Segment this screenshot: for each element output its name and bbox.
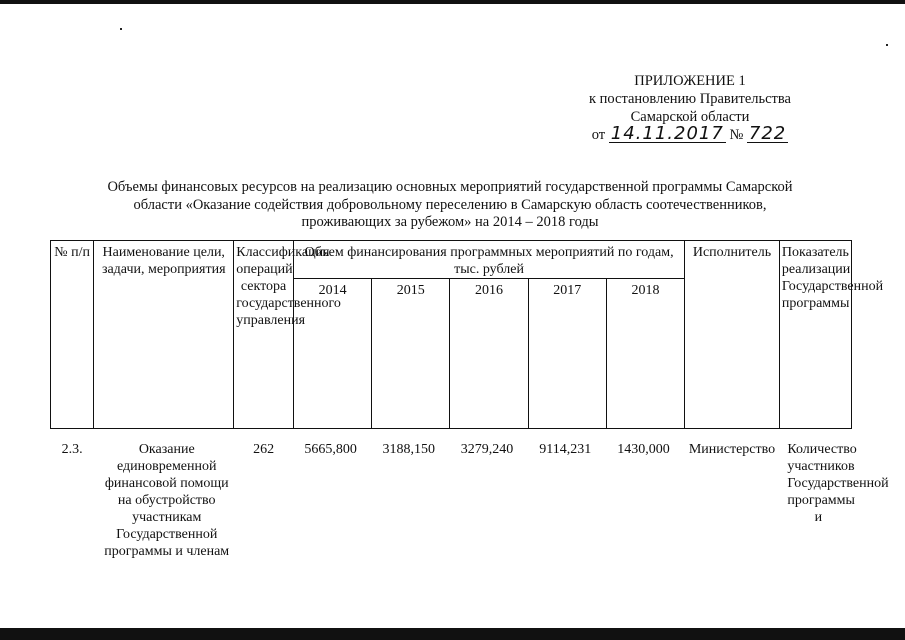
appendix-title: ПРИЛОЖЕНИЕ 1 — [634, 73, 746, 89]
header-name: Наименование цели, задачи, мероприятия — [94, 241, 234, 429]
row-value-2015: 3188,150 — [382, 442, 436, 457]
row-value-2017: 9114,231 — [539, 442, 592, 457]
header-year: 2014 — [293, 279, 371, 429]
row-classification: 262 — [253, 442, 275, 457]
row-value-2014: 5665,800 — [304, 442, 357, 457]
handwritten-date: 14.11.2017 — [610, 123, 724, 144]
table-row — [51, 429, 852, 561]
scan-top-edge — [0, 0, 905, 4]
row-name: Оказание единовременной финансовой помощи на обустройство участникам Государственной программы и членам — [104, 442, 230, 559]
header-year: 2018 — [606, 279, 684, 429]
number-prefix: № — [729, 127, 744, 143]
document-title — [60, 179, 840, 232]
document-title-line-2: области «Оказание содействия добровольному переселению в Самарскую область соотечественников, — [133, 196, 767, 213]
document-title-line-3: проживающих за рубежом» на 2014 – 2018 годы — [301, 214, 599, 230]
scan-speck — [886, 44, 888, 46]
appendix-date-line — [540, 123, 840, 144]
row-value-2016: 3279,240 — [460, 442, 514, 457]
scan-speck — [120, 28, 122, 30]
header-classification: Классификация операций сектора государственного управления — [234, 241, 294, 429]
document-title-line-1: Объемы финансовых ресурсов на реализацию основных мероприятий государственной программы Самарской — [107, 179, 793, 195]
appendix-block — [540, 72, 840, 144]
header-number: № п/п — [51, 241, 94, 429]
handwritten-number: 722 — [748, 123, 787, 144]
header-year: 2015 — [372, 279, 450, 429]
header-financing: Объем финансирования программных мероприятий по годам, тыс. рублей — [293, 241, 684, 279]
row-indicator: Количество участников Государственной программы и — [787, 442, 889, 525]
row-executor: Министерство — [688, 442, 776, 457]
header-executor: Исполнитель — [685, 241, 780, 429]
header-year: 2016 — [450, 279, 528, 429]
appendix-line-3: Самарской области — [630, 109, 750, 125]
row-number: 2.3. — [61, 442, 83, 457]
financing-table — [50, 240, 889, 560]
appendix-line-2: к постановлению Правительства — [589, 91, 791, 107]
header-year: 2017 — [528, 279, 606, 429]
date-prefix: от — [591, 127, 606, 143]
row-value-2018: 1430,000 — [617, 442, 670, 457]
header-indicator: Показатель реализации Государственной программы — [779, 241, 851, 429]
scan-bottom-edge — [0, 628, 905, 640]
